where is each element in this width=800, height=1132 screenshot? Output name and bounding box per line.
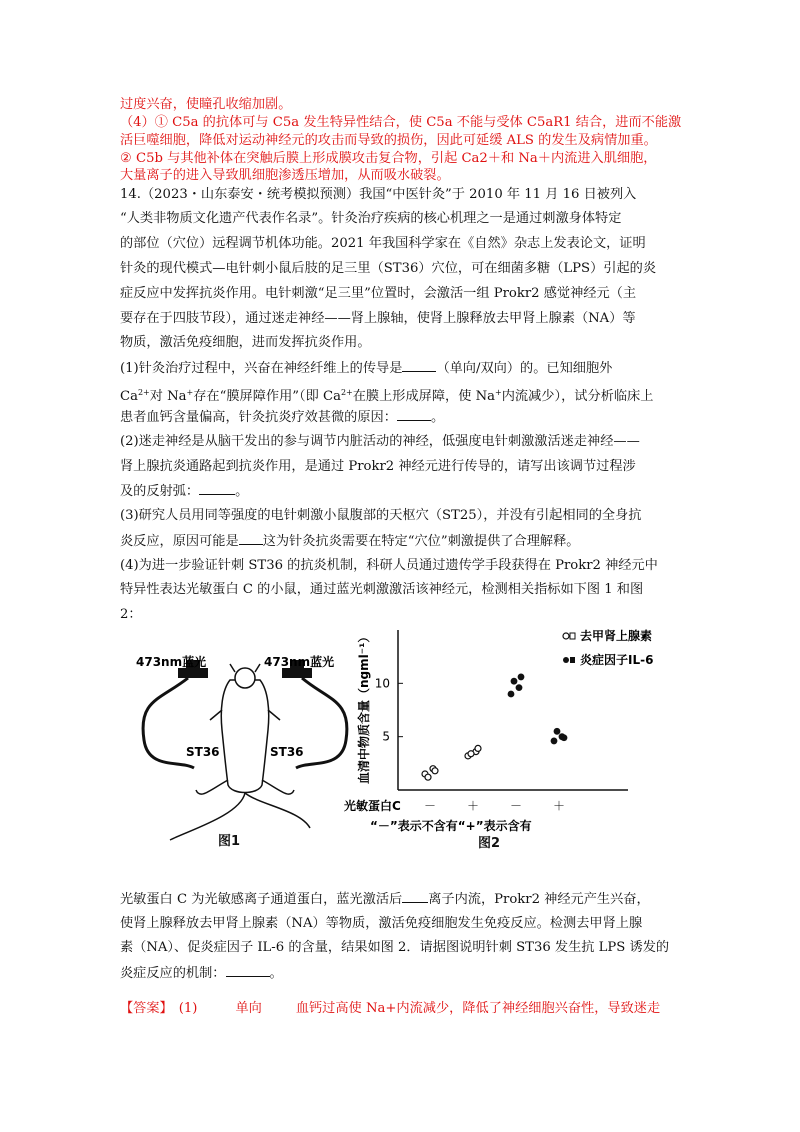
data-point-ne [468, 751, 474, 757]
answer-line: ② C5b 与其他补体在突触后膜上形成膜攻击复合物，引起 Ca2＋和 Na＋内流进入肌细胞， [120, 151, 657, 166]
answer-line: 过度兴奋，使瞳孔收缩加剧。 [120, 97, 292, 112]
answer-blank[interactable] [397, 408, 431, 421]
x-tick-label: － [423, 799, 437, 813]
data-point-ne [475, 745, 481, 751]
x-axis-note: “－”表示不含有“+”表示含有 [370, 819, 532, 833]
answer-line: 活巨噬细胞，降低对运动神经元的攻击而导致的损伤，因此可延缓 ALS 的发生及病情加重。 [120, 133, 657, 148]
question-heading: 14.（2023・山东泰安・统考模拟预测）我国“中医针灸”于 2010 年 11 月 16 日被列入 [120, 187, 637, 202]
x-tick-label: － [509, 799, 523, 813]
question-text: “人类非物质文化遗产代表作名录”。针灸治疗疾病的核心机理之一是通过刺激身体特定 [120, 211, 622, 226]
mouse-hindlimb-right [262, 780, 294, 794]
data-point-il6 [561, 734, 568, 741]
q4-after-line: 素（NA）、促炎症因子 IL-6 的含量，结果如图 2．请据图说明针刺 ST36 发生抗 LPS 诱发的 [120, 940, 670, 955]
y-tick-label: 10 [374, 676, 390, 691]
light-label-left: 473nm蓝光 [136, 655, 207, 669]
data-point-ne [425, 774, 431, 780]
answer-num: (1) [178, 1001, 198, 1016]
q1-text: （单向/双向）的。已知细胞外 [436, 361, 613, 376]
q4-after-line [120, 964, 283, 983]
q1-text: 对 Na [149, 389, 187, 404]
answer-row [120, 1000, 660, 1018]
q2-line: 肾上腺抗炎通路起到抗炎作用，是通过 Prokr2 神经元进行传导的，请写出该调节过程涉 [120, 459, 636, 474]
superscript: + [186, 388, 194, 397]
q1-line [120, 408, 444, 427]
q4-after-line [120, 890, 650, 909]
figure1-caption: 图1 [218, 834, 241, 849]
answer-line: 大量离子的进入导致肌细胞渗透压增加，从而吸水破裂。 [120, 168, 450, 183]
data-point-il6 [511, 678, 518, 685]
q4-text: 炎症反应的机制： [120, 966, 226, 981]
legend-marker-il6-square [570, 657, 575, 663]
q4-line: 特异性表达光敏蛋白 C 的小鼠，通过蓝光刺激激活该神经元，检测相关指标如下图 1 和图 [120, 582, 644, 597]
legend-marker-il6 [563, 657, 569, 663]
data-point-il6 [508, 691, 515, 698]
q1-text: 内流减少），试分析临床上 [501, 389, 654, 404]
q1-text: 存在“膜屏障作用”（即 Ca [193, 389, 341, 404]
answer-blank[interactable] [199, 482, 235, 495]
q3-line [120, 532, 579, 551]
q2-text: 。 [235, 484, 249, 499]
q2-text: 及的反射弧： [120, 484, 200, 499]
legend-label: 炎症因子IL-6 [580, 653, 654, 667]
q1-text: 在膜上形成屏障，使 Na [352, 389, 496, 404]
data-point-il6 [554, 728, 561, 735]
q1-text: Ca [120, 389, 138, 404]
st36-label-left: ST36 [186, 745, 220, 759]
q3-text: 这为针灸抗炎需要在特定“穴位”刺激提供了合理解释。 [262, 534, 580, 549]
legend-marker-ne [563, 633, 569, 639]
q4-text: 离子内流，Prokr2 神经元产生兴奋， [428, 892, 650, 907]
x-axis-label: 光敏蛋白C [344, 799, 401, 813]
answer-blank[interactable] [239, 532, 263, 545]
mouse-hindlimb-left [196, 780, 228, 794]
x-tick-label: ＋ [552, 799, 566, 813]
x-tick-label: ＋ [466, 799, 480, 813]
answer-blank[interactable] [402, 890, 428, 903]
q1-text: (1)针灸治疗过程中，兴奋在神经纤维上的传导是 [120, 361, 403, 376]
q1-text: 。 [430, 410, 445, 425]
data-point-il6 [516, 684, 523, 691]
answer-blank[interactable] [402, 359, 436, 372]
mouse-head [235, 668, 255, 688]
y-tick-label: 5 [382, 729, 390, 744]
figure2-scatter-chart [330, 612, 690, 852]
q4-text: 光敏蛋白 C 为光敏感离子通道蛋白，蓝光激活后 [120, 892, 403, 907]
q3-line: (3)研究人员用同等强度的电针刺激小鼠腹部的天枢穴（ST25），并没有引起相同的全身抗 [120, 508, 642, 523]
q3-text: 炎反应，原因可能是 [120, 534, 239, 549]
y-axis-label: 血清中物质含量（ngml⁻¹） [357, 630, 371, 784]
superscript: 2+ [340, 388, 353, 397]
figure1-mouse-diagram [130, 630, 360, 850]
q4-after-line: 使肾上腺释放去甲肾上腺素（NA）等物质，激活免疫细胞发生免疫反应。检测去甲肾上腺 [120, 916, 643, 931]
data-point-il6 [518, 674, 525, 681]
question-text: 症反应中发挥抗炎作用。电针刺激“足三里”位置时，会激活一组 Prokr2 感觉神经元（主 [120, 286, 637, 301]
question-text: 针灸的现代模式—电针刺小鼠后肢的足三里（ST36）穴位，可在细菌多糖（LPS）引起的炎 [120, 261, 657, 276]
superscript: 2+ [137, 388, 150, 397]
light-label-right: 473nm蓝光 [264, 655, 335, 669]
answer-label: 【答案】 [120, 1001, 173, 1016]
legend-marker-ne-square [570, 633, 575, 639]
question-text: 物质，激活免疫细胞，进而发挥抗炎作用。 [120, 335, 371, 350]
q1-text: 患者血钙含量偏高，针灸抗炎疗效甚微的原因： [120, 410, 397, 425]
answer-line: （4）① C5a 的抗体可与 C5a 发生特异性结合，使 C5a 不能与受体 C5aR1 结合，进而不能激 [120, 115, 682, 130]
question-text: 的部位（穴位）远程调节机体功能。2021 年我国科学家在《自然》杂志上发表论文，证明 [120, 236, 646, 251]
answer-blank[interactable] [226, 964, 270, 977]
superscript: + [495, 388, 502, 397]
figure2-caption: 图2 [478, 836, 501, 851]
question-text: 要存在于四肢节段），通过迷走神经——肾上腺轴，使肾上腺释放去甲肾上腺素（NA）等 [120, 311, 636, 326]
q1-line [120, 359, 612, 378]
data-point-ne [432, 768, 438, 774]
q1-line [120, 384, 653, 406]
chart-layer [344, 628, 653, 833]
q4-line: 2： [120, 607, 142, 622]
q2-line [120, 482, 248, 501]
q4-line: (4)为进一步验证针刺 ST36 的抗炎机制，科研人员通过遗传学手段获得在 Prokr2 神经元中 [120, 558, 658, 573]
legend-label: 去甲肾上腺素 [580, 629, 653, 643]
data-point-il6 [551, 738, 558, 745]
mouse-body [221, 680, 268, 793]
q4-text: 。 [269, 966, 283, 981]
answer-a1: 单向 [235, 1001, 262, 1016]
q2-line: (2)迷走神经是从脑干发出的参与调节内脏活动的神经，低强度电针刺激激活迷走神经—— [120, 434, 640, 449]
st36-label-right: ST36 [270, 745, 304, 759]
answer-a2: 血钙过高使 Na+内流减少，降低了神经细胞兴奋性，导致迷走 [295, 1001, 661, 1016]
